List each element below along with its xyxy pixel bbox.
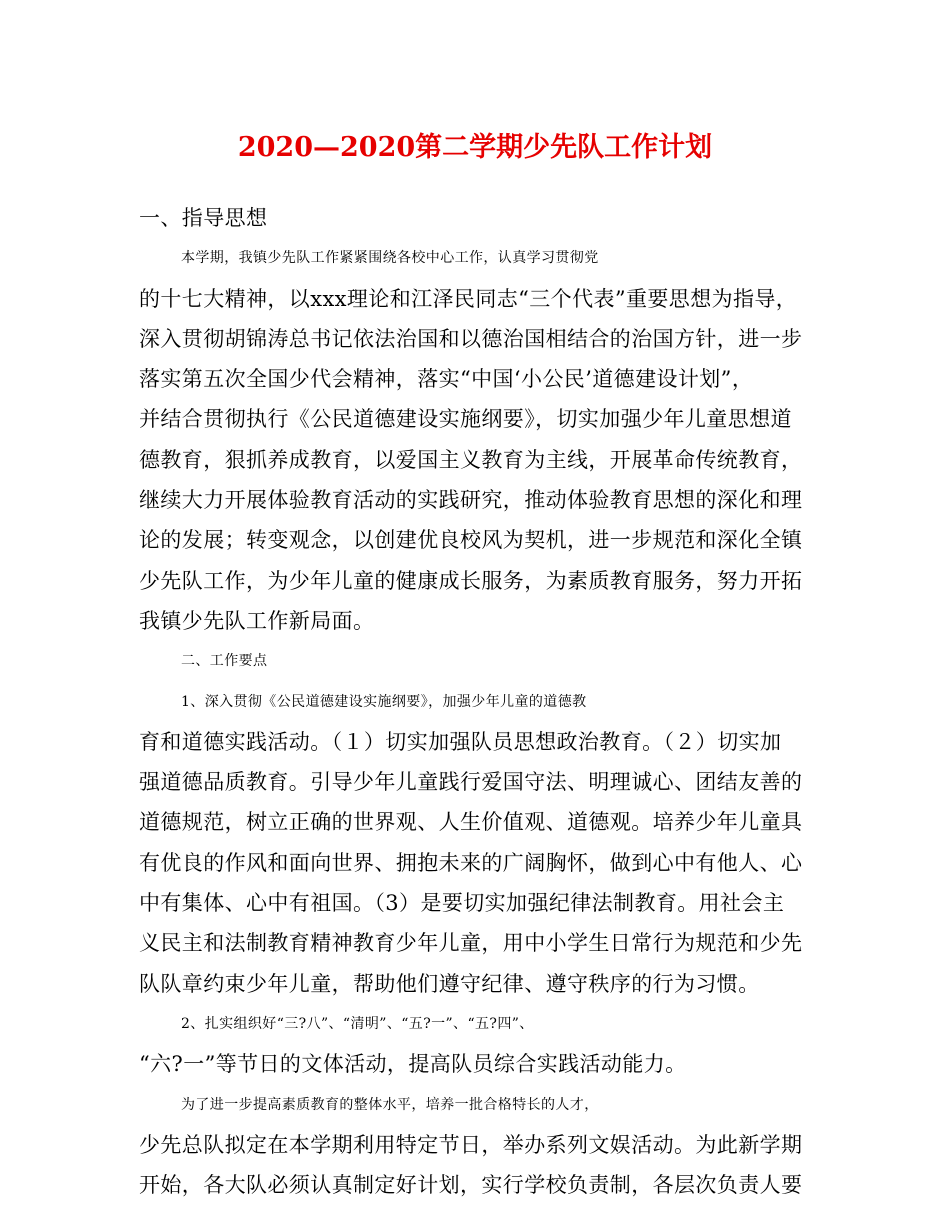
body-text-line: 德教育，狠抓养成教育，以爱国主义教育为主线，开展革命传统教育， <box>139 447 803 472</box>
body-text-line: 有优良的作风和面向世界、拥抱未来的广阔胸怀，做到心中有他人、心 <box>139 850 803 875</box>
body-text-line: 中有集体、心中有祖国。（3）是要切实加强纪律法制教育。用社会主 <box>139 891 785 916</box>
body-text-line: 并结合贯彻执行《公民道德建设实施纲要》，切实加强少年儿童思想道 <box>139 407 792 432</box>
body-text-line: 我镇少先队工作新局面。 <box>139 608 375 633</box>
body-text-line: 队队章约束少年儿童，帮助他们遵守纪律、遵守秩序的行为习惯。 <box>139 971 760 996</box>
body-text-line: 育和道德实践活动。（１）切实加强队员思想政治教育。（２）切实加 <box>139 729 782 754</box>
body-text-line: 二、工作要点 <box>181 653 268 670</box>
body-text-line: 2、扎实组织好“三?八”、“清明”、“五?一”、“五?四”、 <box>181 1015 534 1032</box>
body-text-line: 少先队工作，为少年儿童的健康成长服务，为素质教育服务，努力开拓 <box>139 568 803 593</box>
body-text-line: 本学期，我镇少先队工作紧紧围绕各校中心工作，认真学习贯彻党 <box>181 250 599 267</box>
document-title: 2020—2020第二学期少先队工作计划 <box>237 132 713 163</box>
body-text-line: 少先总队拟定在本学期利用特定节日，举办系列文娱活动。为此新学期 <box>139 1132 803 1157</box>
body-text-line: 一、指导思想 <box>139 206 268 230</box>
body-text-line: 论的发展；转变观念，以创建优良校风为契机，进一步规范和深化全镇 <box>139 528 803 553</box>
body-text-line: 强道德品质教育。引导少年儿童践行爱国守法、明理诚心、团结友善的 <box>139 770 803 795</box>
body-text-line: 道德规范，树立正确的世界观、人生价值观、道德观。培养少年儿童具 <box>139 810 803 835</box>
body-text-line: 1、深入贯彻《公民道德建设实施纲要》，加强少年儿童的道德教 <box>181 693 587 710</box>
body-text-line: 开始，各大队必须认真制定好计划，实行学校负责制，各层次负责人要 <box>139 1173 803 1198</box>
body-text-line: 义民主和法制教育精神教育少年儿童，用中小学生日常行为规范和少先 <box>139 931 803 956</box>
body-text-line: 的十七大精神，以xxx理论和江泽民同志“三个代表”重要思想为指导， <box>139 286 798 311</box>
body-text-line: 继续大力开展体验教育活动的实践研究，推动体验教育思想的深化和理 <box>139 488 803 513</box>
body-text-line: 深入贯彻胡锦涛总书记依法治国和以德治国相结合的治国方针，进一步 <box>139 326 803 351</box>
body-text-line: 为了进一步提高素质教育的整体水平，培养一批合格特长的人才， <box>181 1096 599 1113</box>
document-body <box>139 198 815 1205</box>
body-text-line: 落实第五次全国少代会精神，落实“中国‘小公民’道德建设计划”， <box>139 367 754 392</box>
body-text-line: “六?一”等节日的文体活动，提高队员综合实践活动能力。 <box>139 1052 687 1077</box>
